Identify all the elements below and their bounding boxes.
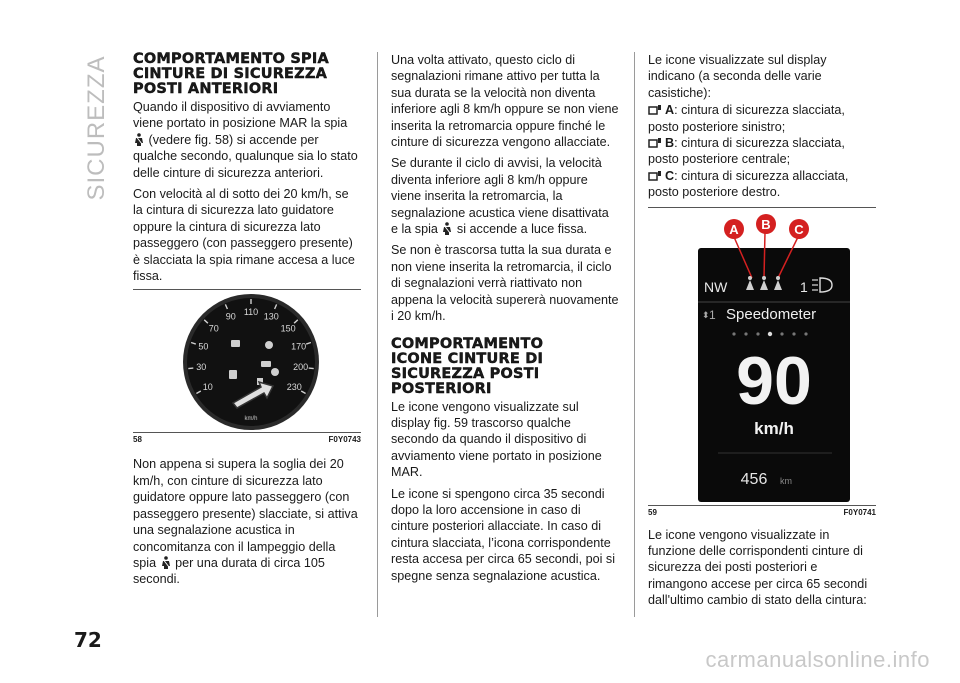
speed-unit: km/h	[754, 418, 794, 438]
mode-label: Speedometer	[726, 305, 817, 323]
legend-letter: B	[665, 136, 675, 151]
paragraph	[133, 99, 361, 181]
paragraph	[391, 155, 619, 237]
figure-number: 59	[648, 507, 657, 517]
heading-line: COMPORTAMENTO	[391, 335, 544, 352]
gauge-tick-label: 110	[243, 307, 259, 318]
gauge-unit-label: km/h	[244, 416, 258, 423]
callout-label: A	[729, 221, 739, 237]
column-2	[391, 52, 619, 589]
side-tab-label: SICUREZZA	[83, 55, 110, 201]
compass-heading: NW	[704, 278, 728, 295]
odometer-value: 456	[740, 470, 768, 488]
gauge-tick-label: 230	[286, 382, 302, 393]
column-divider	[377, 52, 378, 617]
gauge-tick-label: 10	[202, 382, 213, 393]
column-3	[648, 52, 876, 614]
gauge-tick-label: 50	[198, 341, 209, 352]
gauge-tick-label: 30	[196, 362, 207, 373]
heading-line: SICUREZZA POSTI	[391, 365, 540, 382]
callout-b	[756, 214, 776, 234]
callout-label: C	[794, 221, 804, 237]
heading-line: POSTERIORI	[391, 380, 492, 397]
paragraph: Una volta attivato, questo ciclo di segnalazioni rimane attivo per tutta la sua durata se la velocità non diventa inferiore agli 8 km/h oppure se non viene inserita la retromarcia oppure finché le cinture di sicurezza vengono allacciate.	[391, 53, 619, 150]
seatbelt-warning-icon	[133, 133, 145, 146]
instrument-display-image	[648, 208, 876, 505]
heading-line: COMPORTAMENTO SPIA	[133, 51, 329, 67]
speedometer-gauge-image	[133, 290, 361, 432]
section-side-tab	[82, 48, 112, 208]
gauge-tick-label: 150	[280, 323, 296, 334]
figure-number: 58	[133, 435, 142, 445]
figure-code: F0Y0743	[328, 435, 361, 445]
legend-text: : cintura di sicurezza slacciata, posto posteriore centrale;	[648, 136, 845, 167]
gauge-tick-label: 70	[208, 323, 219, 334]
figure-bottom-rule	[133, 432, 361, 433]
page-number: 72	[74, 628, 102, 652]
figure-caption	[648, 508, 876, 517]
gauge-tick-label: 130	[263, 311, 279, 322]
legend-item	[648, 168, 876, 201]
paragraph-text: (vedere fig. 58) si accende per qualche secondo, qualunque sia lo stato delle cinture di sicurezza anteriori.	[133, 132, 358, 180]
legend-letter: A	[665, 103, 675, 118]
paragraph-text: si accende a luce fissa.	[456, 222, 588, 237]
callout-c	[789, 219, 809, 239]
rear-seatbelt-icon	[648, 137, 662, 148]
callout-label: B	[761, 216, 771, 232]
section-heading	[391, 337, 619, 397]
column-1	[133, 52, 361, 593]
heading-line: ICONE CINTURE DI	[391, 350, 544, 367]
section-heading	[133, 52, 361, 97]
gear-indicator: 1	[800, 278, 808, 295]
column-divider	[634, 52, 635, 617]
paragraph-text: per una durata di circa 105 secondi.	[133, 555, 325, 587]
legend-item	[648, 135, 876, 168]
rear-seatbelt-icon	[648, 170, 662, 181]
paragraph: Se non è trascorsa tutta la sua durata e non viene inserita la retromarcia, il ciclo di segnalazioni verrà riattivato non appena la velocità supererà nuovamente i 20 km/h.	[391, 243, 619, 324]
paragraph: Con velocità al di sotto dei 20 km/h, se la cintura di sicurezza lato guidatore oppure la cintura di sicurezza lato passeggero (con passeggero presente) è slacciata la spia rimane accesa a luce fissa.	[133, 187, 355, 284]
speed-value: 90	[736, 342, 812, 419]
figure-code: F0Y0741	[843, 507, 876, 517]
gauge-tick-label: 170	[291, 341, 307, 352]
seatbelt-warning-icon	[160, 556, 172, 569]
paragraph: Le icone si spengono circa 35 secondi dopo la loro accensione in caso di cinture posteriori allacciate. In caso di cintura slacciata, l’icona corrispondente resta accesa per circa 65 secondi, poi si spegne senza segnalazione acustica.	[391, 486, 616, 583]
gauge-tick-mark	[309, 369, 314, 370]
paragraph: Le icone vengono visualizzate sul display fig. 59 trascorso qualche secondo da quando il dispositivo di avviamento viene portato in posizione MAR.	[391, 399, 602, 480]
callout-a	[724, 219, 744, 239]
rear-seatbelt-icon	[648, 104, 662, 115]
odometer-unit: km	[780, 475, 792, 486]
paragraph: Le icone vengono visualizzate in funzione delle corrispondenti cinture di sicurezza dei posti posteriori e rimangono accese per circa 65 secondi dall'ultimo cambio di stato della cintura:	[648, 527, 868, 608]
heading-line: POSTI ANTERIORI	[133, 81, 279, 97]
figure-59	[648, 208, 876, 505]
mode-index: 1	[709, 307, 716, 322]
paragraph: Le icone visualizzate sul display indicano (a seconda delle varie casistiche):	[648, 53, 827, 100]
figure-caption	[133, 435, 361, 444]
paragraph	[133, 456, 361, 587]
icon-legend-list	[648, 102, 876, 200]
paragraph-text: Quando il dispositivo di avviamento viene portato in posizione MAR la spia	[133, 100, 348, 131]
seatbelt-warning-icon	[441, 222, 453, 235]
legend-item	[648, 102, 876, 135]
watermark: carmanualsonline.info	[705, 647, 930, 672]
scroll-arrows-icon: ⬍	[702, 309, 710, 320]
legend-letter: C	[665, 168, 675, 183]
gauge-tick-label: 90	[225, 311, 236, 322]
legend-text: : cintura di sicurezza slacciata, posto posteriore sinistro;	[648, 103, 845, 134]
gauge-tick-label: 200	[293, 362, 309, 373]
legend-text: : cintura di sicurezza allacciata, posto posteriore destro.	[648, 168, 849, 200]
figure-58	[133, 290, 361, 432]
paragraph-text: Non appena si supera la soglia dei 20 km/h, con cinture di sicurezza lato guidatore oppure lato passeggero (con passeggero presente) slacciate, si attiva una segnalazione acustica in concomitanza con il lampeggio della spia	[133, 457, 358, 570]
gauge-tick-mark	[188, 369, 193, 370]
heading-line: CINTURE DI SICUREZZA	[133, 66, 328, 82]
paragraph-text: Se durante il ciclo di avvisi, la velocità diventa inferiore agli 8 km/h oppure viene inserita la retromarcia, la segnalazione acustica viene disattivata e la spia	[391, 156, 609, 237]
